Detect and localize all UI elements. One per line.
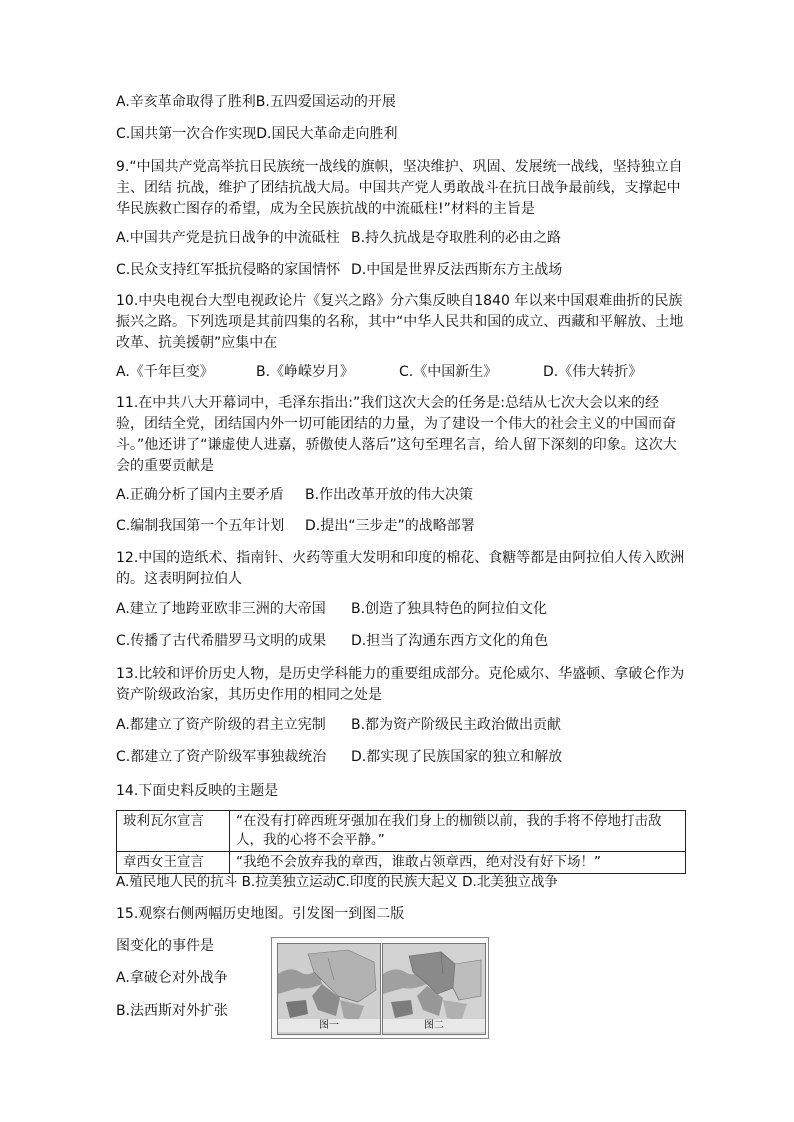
q14-source-table	[116, 810, 686, 874]
q11-option-a: A.正确分析了国内主要矛盾	[116, 487, 284, 503]
q12-option-b: B.创造了独具特色的阿拉伯文化	[351, 601, 548, 617]
q10-stem: 10.中央电视台大型电视政论片《复兴之路》分六集反映自1840 年以来中国艰难曲折的民族振兴之路。下列选项是其前四集的名称，其中“中华人民共和国的成立、西藏和平解放、土地改革、抗美援朝”应集中在	[116, 293, 684, 351]
q11-option-b: B.作出改革开放的伟大决策	[305, 487, 474, 503]
q8-options-ab: A.辛亥革命取得了胜利B.五四爱国运动的开展	[116, 94, 396, 110]
q9-option-b: B.持久抗战是夺取胜利的必由之路	[351, 230, 562, 246]
q12-option-d: D.担当了沟通东西方文化的角色	[351, 633, 549, 649]
table-row	[117, 811, 686, 852]
table-cell-title: 玻利瓦尔宣言	[117, 811, 230, 852]
q9-option-a: A.中国共产党是抗日战争的中流砥柱	[116, 230, 340, 246]
q13-stem: 13.比较和评价历史人物，是历史学科能力的重要组成部分。克伦威尔、华盛顿、拿破仑作为资产阶级政治家，其历史作用的相同之处是	[116, 666, 685, 703]
q15-option-b: B.法西斯对外扩张	[116, 1003, 229, 1019]
q15-stem: 15.观察右侧两幅历史地图。引发图一到图二版	[116, 906, 405, 922]
q11-stem: 11.在中共八大开幕词中，毛泽东指出:”我们这次大会的任务是:总结从七次大会以来的经验，团结全党，团结国内外一切可能团结的力量，为了建设一个伟大的社会主义的中国而奋斗。”他还讲了“谦虚使人进嘉，骄傲使人落后”这句至理名言，给人留下深刻的印象。这次大会的重要贡献是	[116, 395, 677, 474]
q9-stem: 9.“中国共产党高举抗日民族统一战线的旗帜，坚决维护、巩固、发展统一战线，坚持独立自主、团结 抗战，维护了团结抗战大局。中国共产党人勇敢战斗在抗日战争最前线，支撑起中华民族救亡图存的希望，成为全民族抗战的中流砥柱!”材料的主旨是	[116, 159, 683, 217]
q11-option-c: C.编制我国第一个五年计划	[116, 518, 285, 534]
q13-option-a: A.都建立了资产阶级的君主立宪制	[116, 717, 326, 733]
q9-option-d: D.中国是世界反法西斯东方主战场	[351, 262, 563, 278]
q12-option-c: C.传播了古代希腊罗马文明的成果	[116, 633, 327, 649]
q15-stem-continued: 图变化的事件是	[116, 938, 214, 954]
q11-option-d: D.提出“三步走”的战略部署	[305, 518, 475, 534]
q10-option-b: B.《峥嵘岁月》	[256, 364, 355, 380]
q10-option-a: A.《千年巨变》	[116, 364, 214, 380]
table-cell-quote: “在没有打碎西班牙强加在我们身上的枷锁以前，我的手将不停地打击敌人，我的心将不会平静。”	[230, 811, 686, 852]
map-two-caption: 图二	[383, 1019, 485, 1032]
table-row	[117, 852, 686, 874]
q15-option-a: A.拿破仑对外战争	[116, 970, 228, 986]
q8-options-cd: C.国共第一次合作实现D.国民大革命走向胜利	[116, 126, 398, 142]
q10-option-d: D.《伟大转折》	[543, 364, 643, 380]
table-cell-title: 章西女王宣言	[117, 852, 230, 874]
q13-option-d: D.都实现了民族国家的独立和解放	[351, 749, 563, 765]
q10-option-c: C.《中国新生》	[399, 364, 498, 380]
map-figure-one	[277, 943, 381, 1035]
q13-option-c: C.都建立了资产阶级军事独裁统治	[116, 749, 327, 765]
q12-option-a: A.建立了地跨亚欧非三洲的大帝国	[116, 601, 326, 617]
q13-option-b: B.都为资产阶级民主政治做出贡献	[351, 717, 562, 733]
map-one-caption: 图一	[278, 1019, 380, 1032]
q14-stem: 14.下面史料反映的主题是	[116, 783, 279, 799]
table-cell-quote: “我绝不会放弃我的章西，谁敢占领章西，绝对没有好下场！”	[230, 852, 686, 874]
q9-option-c: C.民众支持红军抵抗侵略的家国情怀	[116, 262, 341, 278]
q14-options: A.殖民地人民的抗斗 B.拉美独立运动C.印度的民族大起义 D.北美独立战争	[116, 874, 558, 890]
q12-stem: 12.中国的造纸术、指南针、火药等重大发明和印度的棉花、食糖等都是由阿拉伯人传入欧洲的。这表明阿拉伯人	[116, 550, 685, 587]
historical-maps-figure	[271, 937, 489, 1039]
map-figure-two	[382, 943, 486, 1035]
